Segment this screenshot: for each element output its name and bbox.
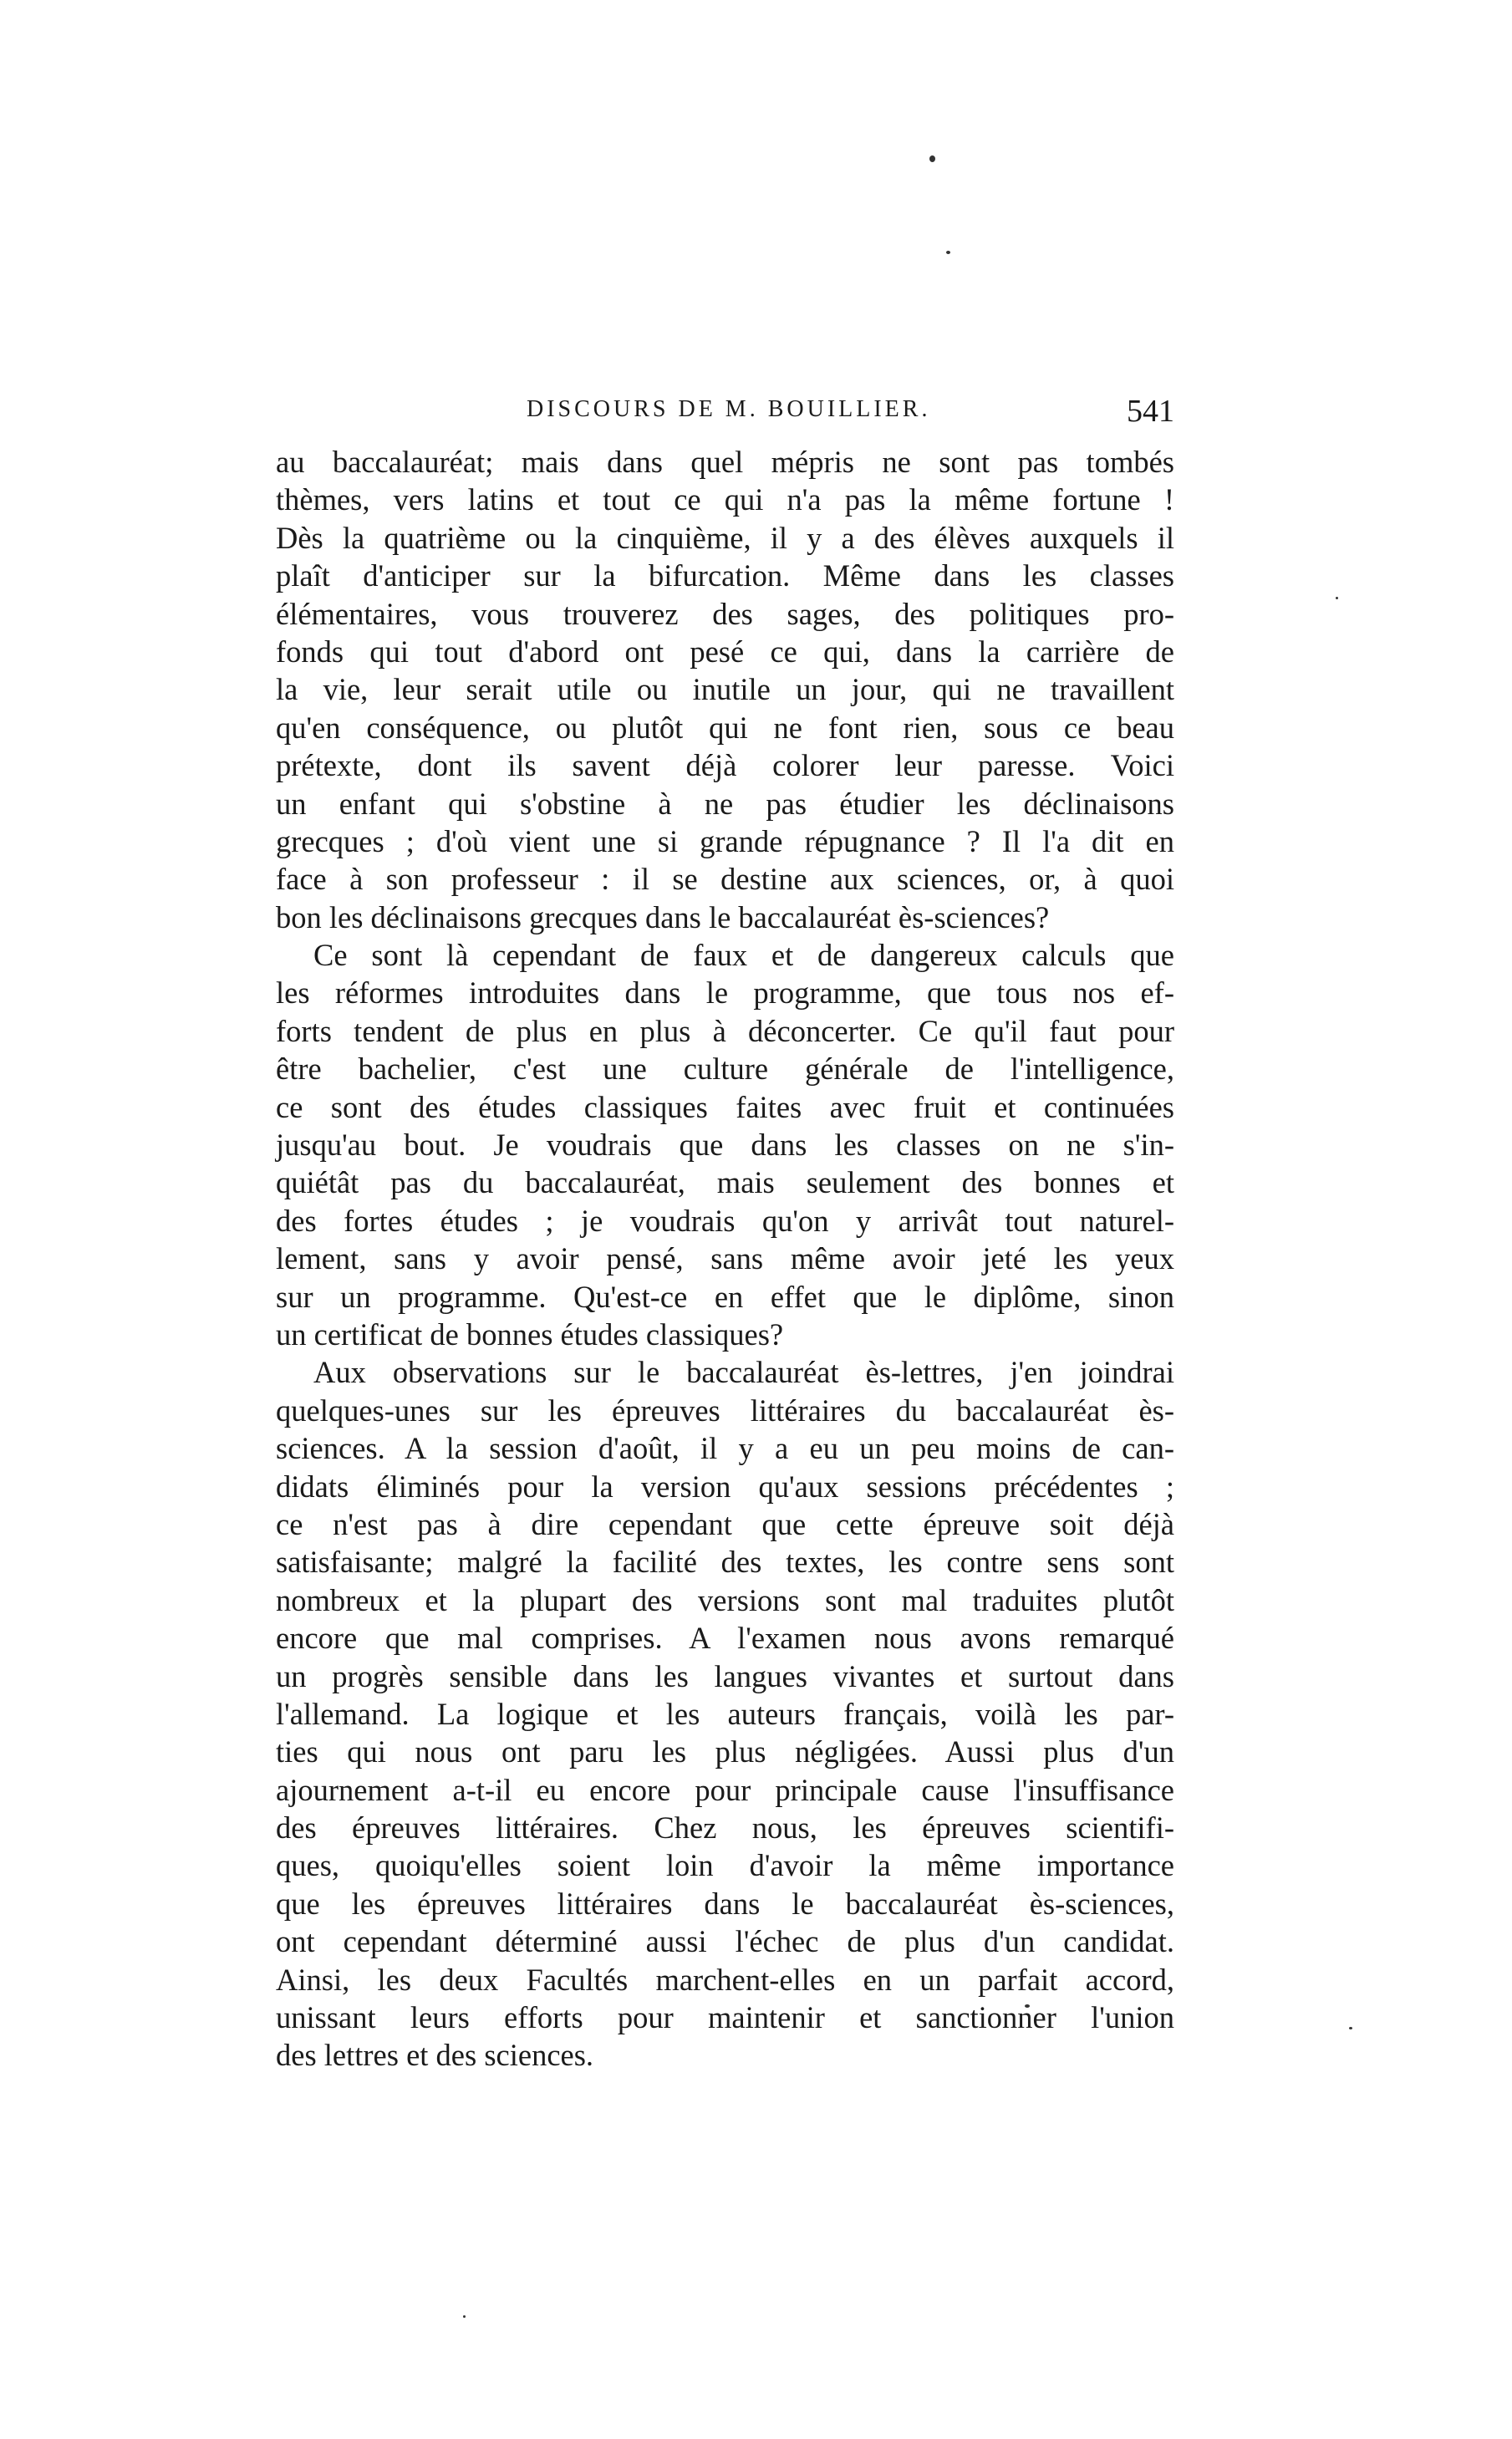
text-line: grecques ; d'où vient une si grande répugnance ? Il l'a dit en [276,823,1174,858]
text-line: bon les déclinaisons grecques dans le baccalauréat ès-sciences? [276,899,1050,934]
text-line: didats éliminés pour la version qu'aux sessions précédentes ; [276,1469,1174,1504]
text-line: Ainsi, les deux Facultés marchent-elles en un parfait accord, [276,1962,1174,1997]
text-line: Dès la quatrième ou la cinquième, il y a des élèves auxquels il [276,520,1174,555]
text-line: la vie, leur serait utile ou inutile un jour, qui ne travaillent [276,672,1174,707]
text-line: les réformes introduites dans le programme, que tous nos ef- [276,975,1174,1011]
ink-speck [463,2315,466,2318]
text-line: nombreux et la plupart des versions sont mal traduites plutôt [276,1582,1174,1617]
text-line: ajournement a-t-il eu encore pour principale cause l'insuffisance [276,1772,1174,1807]
text-line: encore que mal comprises. A l'examen nous avons remarqué [276,1621,1174,1656]
text-line: fonds qui tout d'abord ont pesé ce qui, dans la carrière de [276,634,1174,669]
text-line: ques, quoiqu'elles soient loin d'avoir la même importance [276,1848,1174,1883]
text-line: jusqu'au bout. Je voudrais que dans les classes on ne s'in- [276,1128,1174,1163]
page-number: 541 [1127,394,1174,429]
text-line: forts tendent de plus en plus à déconcerter. Ce qu'il faut pour [276,1013,1174,1048]
text-line: satisfaisante; malgré la facilité des textes, les contre sens sont [276,1545,1174,1580]
text-line: que les épreuves littéraires dans le baccalauréat ès-sciences, [276,1886,1174,1921]
text-line: lement, sans y avoir pensé, sans même avoir jeté les yeux [276,1241,1174,1276]
text-line: un enfant qui s'obstine à ne pas étudier les déclinaisons [276,786,1174,821]
text-line: thèmes, vers latins et tout ce qui n'a pas la même fortune ! [276,482,1174,517]
text-line: ce sont des études classiques faites avec fruit et continuées [276,1089,1174,1124]
text-line: ont cependant déterminé aussi l'échec de plus d'un candidat. [276,1924,1174,1959]
running-head [276,393,1174,436]
ink-speck [1349,2027,1352,2029]
ink-speck [946,251,950,254]
text-line: prétexte, dont ils savent déjà colorer leur paresse. Voici [276,748,1174,783]
text-line: l'allemand. La logique et les auteurs français, voilà les par- [276,1696,1174,1731]
text-line: des épreuves littéraires. Chez nous, les épreuves scientifi- [276,1810,1174,1846]
text-line: des lettres et des sciences. [276,2038,594,2073]
text-line: sur un programme. Qu'est-ce en effet que le diplôme, sinon [276,1279,1174,1314]
ink-speck [1336,597,1338,599]
paragraph-first-line: Ce sont là cependant de faux et de dangereux calculs que [313,938,1174,973]
text-line: un certificat de bonnes études classiques? [276,1316,784,1352]
text-line: ce n'est pas à dire cependant que cette épreuve soit déjà [276,1506,1174,1541]
text-line: élémentaires, vous trouverez des sages, des politiques pro- [276,596,1174,631]
text-line: être bachelier, c'est une culture générale de l'intelligence, [276,1051,1174,1087]
text-line: sciences. A la session d'août, il y a eu un peu moins de can- [276,1431,1174,1466]
text-line: des fortes études ; je voudrais qu'on y arrivât tout naturel- [276,1203,1174,1238]
text-line: qu'en conséquence, ou plutôt qui ne font rien, sous ce beau [276,710,1174,745]
text-line: ties qui nous ont paru les plus négligées. Aussi plus d'un [276,1734,1174,1769]
text-line: quiétât pas du baccalauréat, mais seulement des bonnes et [276,1165,1174,1200]
text-line: unissant leurs efforts pour maintenir et sanctionner l'union [276,2000,1174,2035]
text-line: plaît d'anticiper sur la bifurcation. Même dans les classes [276,558,1174,593]
body-text [276,443,1174,2075]
paragraph-first-line: Aux observations sur le baccalauréat ès-lettres, j'en joindrai [313,1355,1174,1390]
text-line: au baccalauréat; mais dans quel mépris ne sont pas tombés [276,445,1174,479]
running-title: DISCOURS DE M. BOUILLIER. [527,396,931,422]
text-line: quelques-unes sur les épreuves littéraires du baccalauréat ès- [276,1393,1174,1428]
text-line: face à son professeur : il se destine aux sciences, or, à quoi [276,862,1174,897]
ink-speck [929,155,935,162]
text-line: un progrès sensible dans les langues vivantes et surtout dans [276,1658,1174,1693]
